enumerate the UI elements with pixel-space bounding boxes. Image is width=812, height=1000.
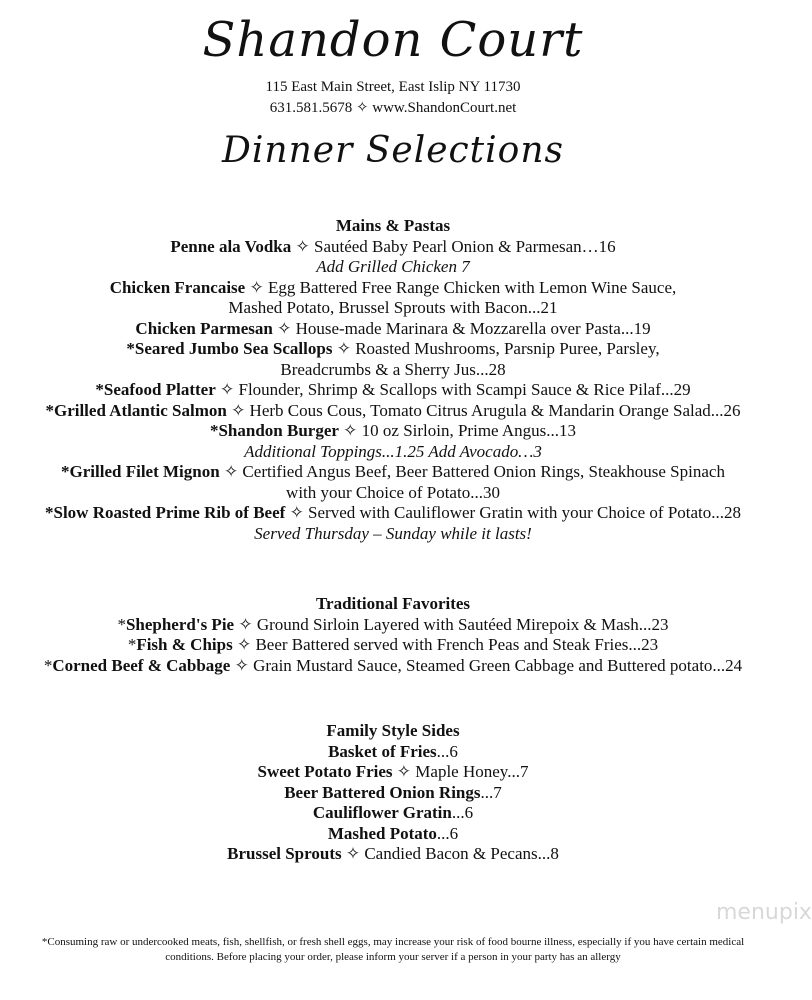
menu-line	[0, 462, 786, 483]
item-name: *Grilled Atlantic Salmon	[45, 400, 227, 420]
menu-line	[0, 319, 786, 340]
menu-line	[0, 742, 786, 763]
item-name: Corned Beef & Cabbage	[52, 655, 231, 675]
menu-note: Additional Toppings...1.25 Add Avocado…3	[244, 441, 542, 461]
item-name: Sweet Potato Fries	[257, 762, 393, 781]
item-description: ✧ 10 oz Sirloin, Prime Angus...13	[338, 421, 577, 440]
item-description: with your Choice of Potato...30	[286, 482, 500, 502]
item-description: ✧ Candied Bacon & Pecans...8	[341, 844, 559, 863]
menu-subtitle: Dinner Selections	[222, 130, 564, 171]
item-description: ✧ Grain Mustard Sauce, Steamed Green Cabbage and Buttered potato...24	[230, 655, 743, 675]
item-name: *Shandon Burger	[209, 421, 339, 440]
section-mains	[0, 216, 786, 544]
allergen-marker: *	[117, 614, 126, 634]
section-traditional	[0, 594, 786, 676]
menu-line	[0, 257, 786, 278]
allergen-marker: *	[127, 635, 137, 654]
menu-line	[0, 762, 786, 783]
item-name: Cauliflower Gratin	[312, 803, 452, 822]
item-name: Fish & Chips	[136, 635, 233, 654]
section-sides	[0, 721, 786, 865]
item-description: ✧ Certified Angus Beef, Beer Battered Onion Rings, Steakhouse Spinach	[219, 462, 725, 481]
menu-line	[0, 483, 786, 504]
item-description: Mashed Potato, Brussel Sprouts with Bacon...21	[228, 298, 558, 317]
menu-line	[0, 380, 786, 401]
item-name: Mashed Potato	[327, 823, 437, 843]
menu-line	[0, 783, 786, 804]
item-name: *Seared Jumbo Sea Scallops	[126, 339, 333, 358]
menu-line	[0, 339, 786, 360]
item-name: Brussel Sprouts	[227, 844, 342, 863]
menu-line	[0, 401, 786, 422]
menu-note: Add Grilled Chicken 7	[316, 257, 470, 276]
menu-note: Served Thursday – Sunday while it lasts!	[254, 523, 532, 543]
item-description: ...7	[480, 782, 502, 802]
item-name: *Slow Roasted Prime Rib of Beef	[44, 503, 286, 522]
item-description: ✧ Herb Cous Cous, Tomato Citrus Arugula & Mandarin Orange Salad...26	[226, 400, 741, 420]
menu-line	[0, 298, 786, 319]
item-name: Basket of Fries	[328, 741, 437, 761]
watermark-logo: menupix	[716, 900, 812, 925]
menu-line	[0, 615, 786, 636]
item-name: Shepherd's Pie	[125, 614, 235, 634]
item-description: ✧ Flounder, Shrimp & Scallops with Scampi Sauce & Rice Pilaf...29	[215, 380, 691, 399]
restaurant-title: Shandon Court	[202, 12, 584, 68]
item-description: ✧ Served with Cauliflower Gratin with your Choice of Potato...28	[285, 503, 742, 522]
menu-line	[0, 844, 786, 865]
menu-line	[0, 803, 786, 824]
item-name: *Grilled Filet Mignon	[61, 462, 220, 481]
section-header: Traditional Favorites	[315, 594, 471, 613]
allergen-marker: *	[43, 655, 53, 675]
item-description: ✧ Ground Sirloin Layered with Sautéed Mirepoix & Mash...23	[234, 614, 669, 634]
menu-line	[0, 360, 786, 381]
item-name: Chicken Francaise	[109, 277, 246, 297]
item-description: ...6	[436, 823, 459, 843]
menu-line	[0, 237, 786, 258]
section-header: Family Style Sides	[326, 721, 460, 740]
contact-info: 631.581.5678 ✧ www.ShandonCourt.net	[269, 100, 517, 116]
section-header: Mains & Pastas	[335, 216, 451, 235]
item-description: ✧ Roasted Mushrooms, Parsnip Puree, Parsley,	[332, 339, 660, 358]
item-description: ✧ Egg Battered Free Range Chicken with Lemon Wine Sauce,	[245, 277, 677, 297]
menu-line	[0, 442, 786, 463]
menu-line	[0, 503, 786, 524]
item-description: ...6	[451, 803, 474, 822]
item-name: Penne ala Vodka	[170, 236, 292, 256]
menu-line	[0, 656, 786, 677]
address: 115 East Main Street, East Islip NY 11730	[265, 79, 521, 95]
item-description: Breadcrumbs & a Sherry Jus...28	[280, 359, 506, 379]
menu-line	[0, 524, 786, 545]
disclaimer: *Consuming raw or undercooked meats, fish, shellfish, or fresh shell eggs, may increase your risk of food bourne illness, especially if you have certain medical conditions. Before placing your order, please inform your server if a person in your party has an allergy	[41, 936, 745, 963]
menu-line	[0, 278, 786, 299]
item-name: Beer Battered Onion Rings	[284, 782, 481, 802]
item-name: *Seafood Platter	[95, 380, 216, 399]
item-description: ✧ House-made Marinara & Mozzarella over Pasta...19	[272, 318, 651, 338]
item-description: ...6	[436, 741, 458, 761]
item-description: ✧ Sautéed Baby Pearl Onion & Parmesan…16	[291, 236, 616, 256]
menu-line	[0, 421, 786, 442]
item-name: Chicken Parmesan	[135, 318, 273, 338]
menu-line	[0, 635, 786, 656]
item-description: ✧ Maple Honey...7	[392, 762, 529, 781]
item-description: ✧ Beer Battered served with French Peas and Steak Fries...23	[232, 635, 659, 654]
menu-line	[0, 824, 786, 845]
